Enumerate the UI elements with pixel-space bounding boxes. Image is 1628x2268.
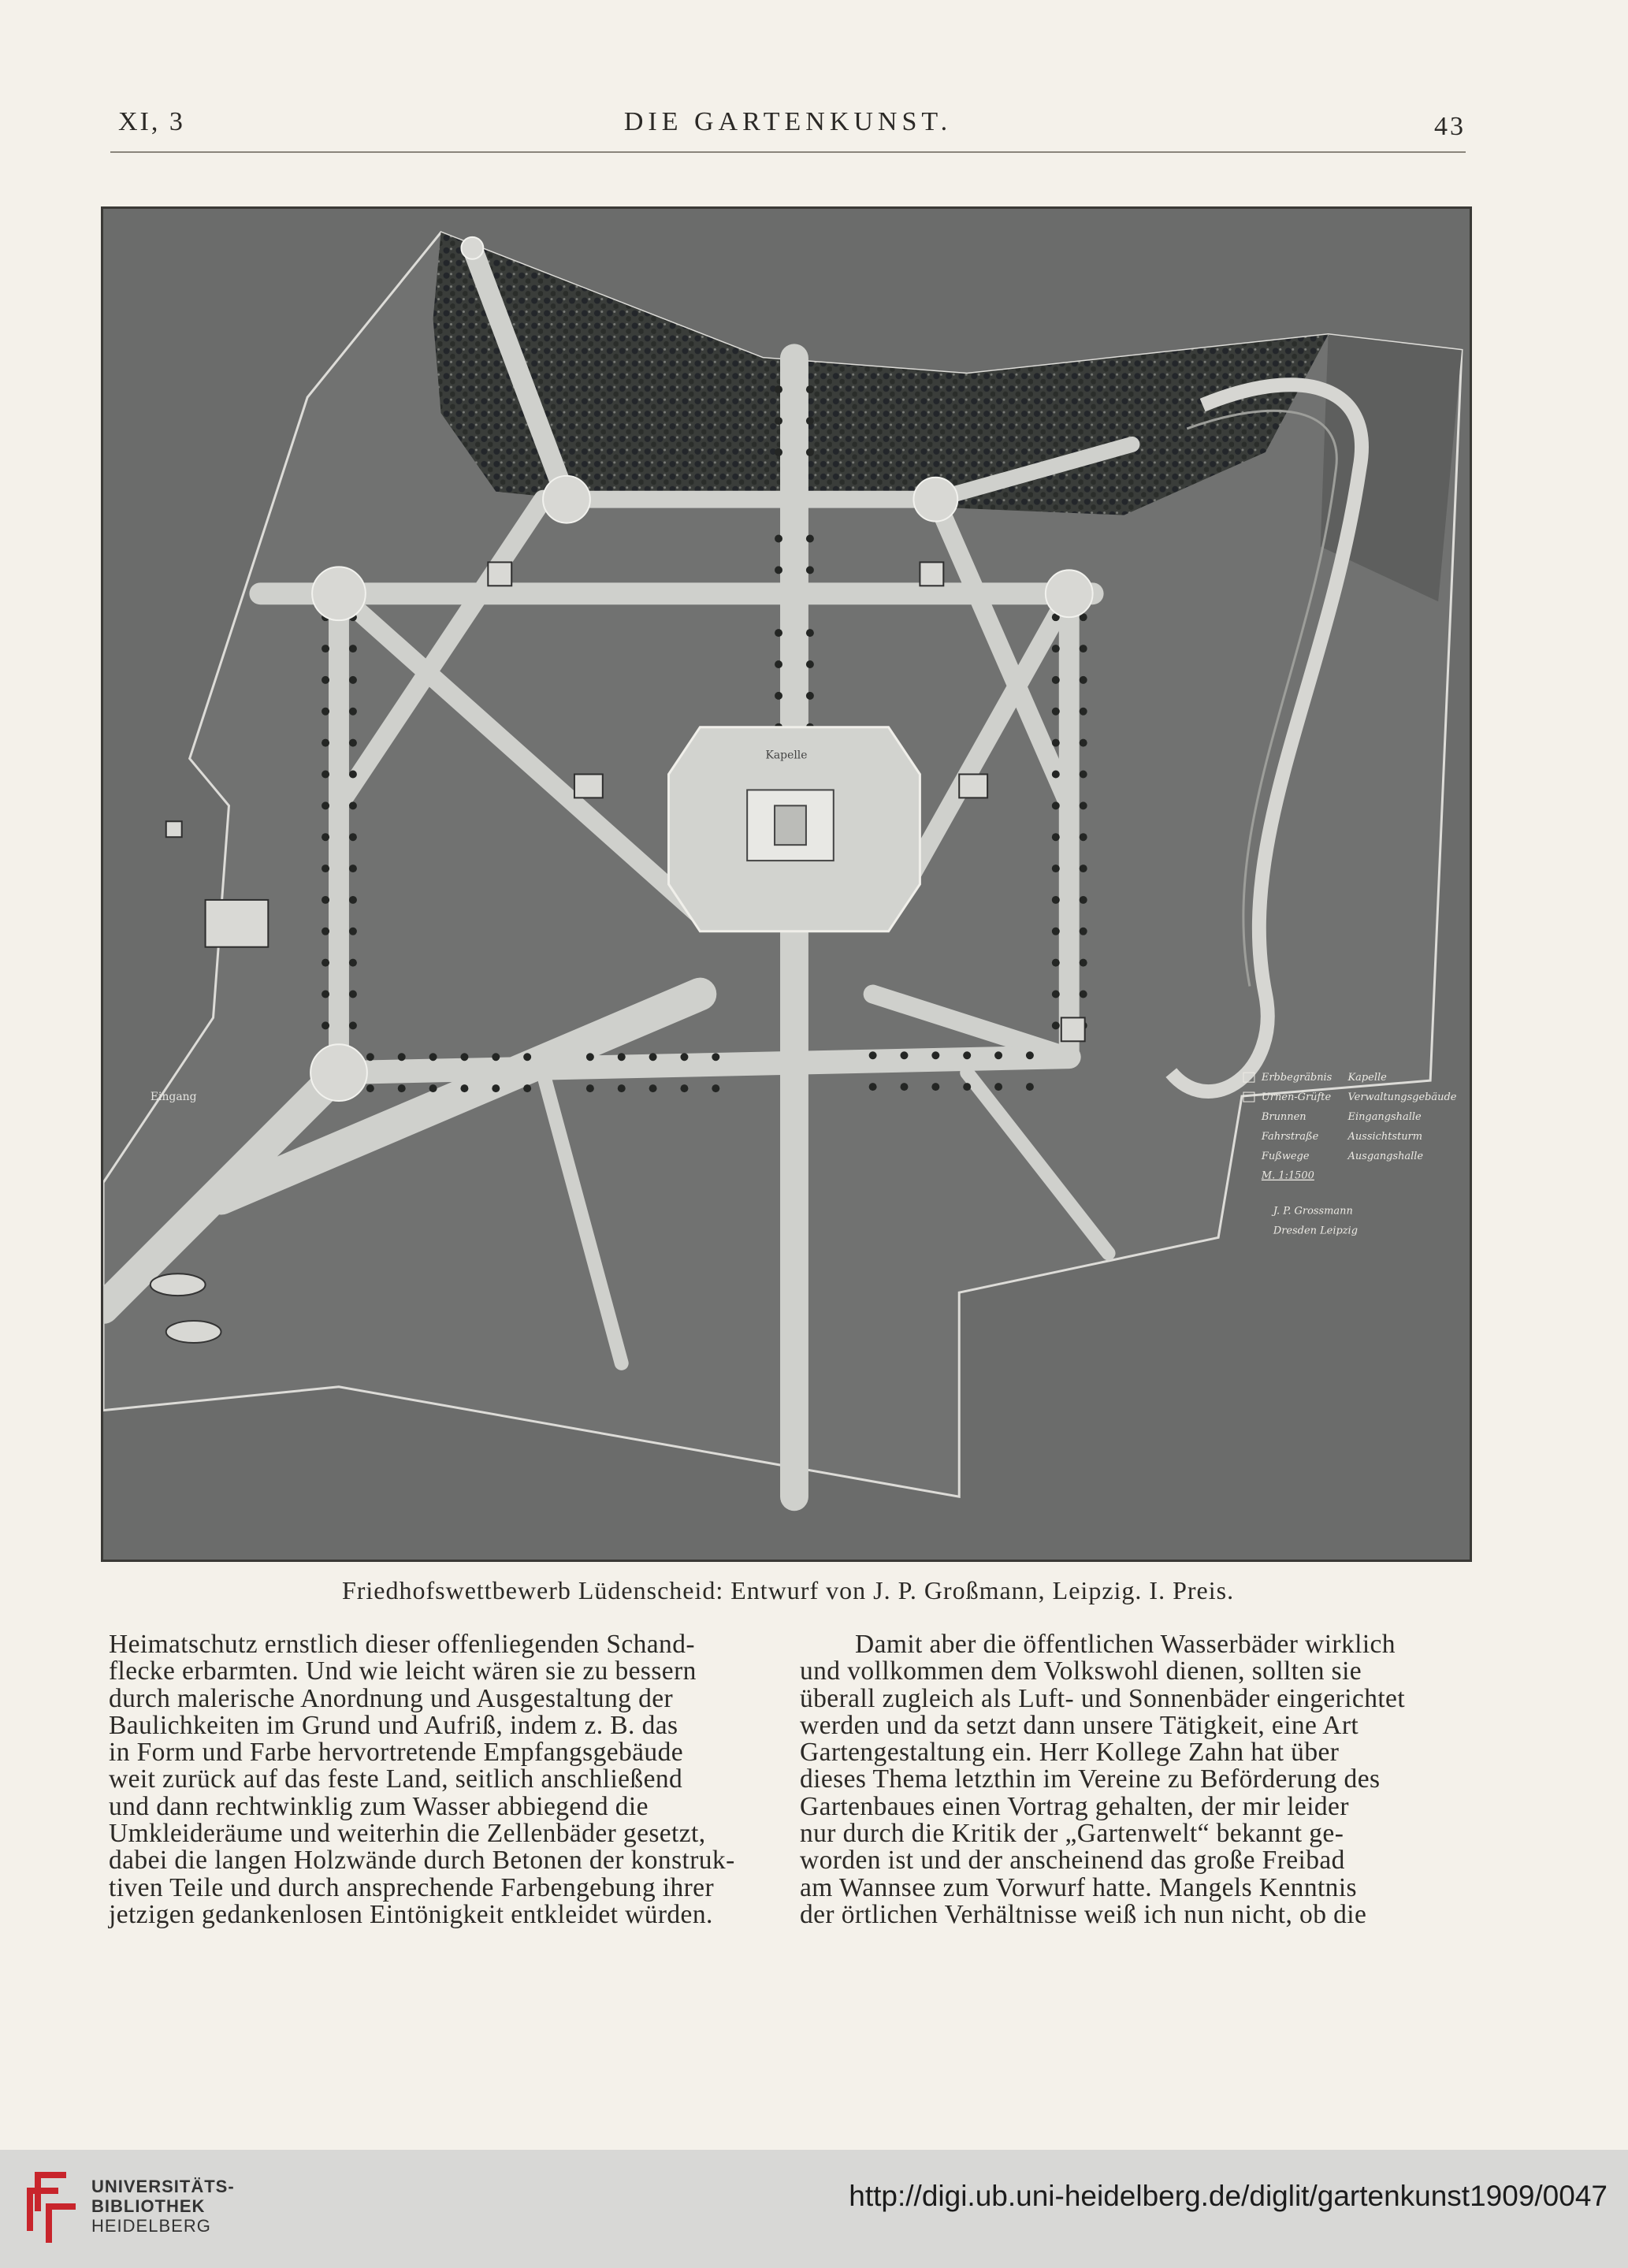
text-line: am Wannsee zum Vorwurf hatte. Mangels Kenntnis xyxy=(800,1872,1357,1902)
svg-text:Eingangshalle: Eingangshalle xyxy=(1347,1110,1422,1123)
volume-number: XI, 3 xyxy=(118,107,185,136)
text-line: nur durch die Kritik der „Gartenwelt“ bekannt ge- xyxy=(800,1819,1344,1849)
text-line: Damit aber die öffentlichen Wasserbäder wirklich xyxy=(855,1630,1396,1659)
svg-text:Urnen-Grüfte: Urnen-Grüfte xyxy=(1261,1091,1332,1104)
svg-text:Verwaltungsgebäude: Verwaltungsgebäude xyxy=(1347,1091,1457,1104)
svg-text:Fahrstraße: Fahrstraße xyxy=(1261,1130,1319,1143)
text-line: Umkleideräume und weiterhin die Zellenbäder gesetzt, xyxy=(109,1819,706,1849)
text-line: flecke erbarmten. Und wie leicht wären sie zu bessern xyxy=(109,1656,697,1686)
text-line: Gartenbaues einen Vortrag gehalten, der mir leider xyxy=(800,1791,1349,1821)
text-line: weit zurück auf das feste Land, seitlich anschließend xyxy=(109,1764,683,1794)
text-line: tiven Teile und durch ansprechende Farbengebung ihrer xyxy=(109,1872,714,1902)
svg-text:M. 1:1500: M. 1:1500 xyxy=(1261,1169,1314,1182)
svg-text:Ausgangshalle: Ausgangshalle xyxy=(1347,1150,1424,1162)
library-name: UNIVERSITÄTS- BIBLIOTHEK HEIDELBERG xyxy=(91,2177,235,2236)
page-number: 43 xyxy=(1434,112,1466,141)
text-line: jetzigen gedankenlosen Eintönigkeit entkleidet würden. xyxy=(109,1899,713,1929)
svg-text:Aussichtsturm: Aussichtsturm xyxy=(1347,1130,1423,1143)
library-logo-icon xyxy=(19,2164,82,2251)
digitization-footer xyxy=(0,2150,1628,2268)
cemetery-plan-illustration xyxy=(101,206,1472,1562)
text-line: und vollkommen dem Volkswohl dienen, sollten sie xyxy=(800,1656,1362,1686)
text-line: der örtlichen Verhältnisse weiß ich nun nicht, ob die xyxy=(800,1899,1367,1929)
text-column-left xyxy=(109,1631,755,1928)
text-line: Heimatschutz ernstlich dieser offenliegenden Schand- xyxy=(109,1630,695,1659)
text-line: dieses Thema letzthin im Vereine zu Beförderung des xyxy=(800,1764,1381,1794)
text-line: werden und da setzt dann unsere Tätigkeit, eine Art xyxy=(800,1710,1359,1740)
text-column-right xyxy=(800,1631,1460,1928)
header-rule xyxy=(110,151,1466,153)
figure-caption: Friedhofswettbewerb Lüdenscheid: Entwurf von J. P. Großmann, Leipzig. I. Preis. xyxy=(341,1576,1235,1604)
svg-text:Dresden Leipzig: Dresden Leipzig xyxy=(1273,1225,1358,1237)
svg-text:Brunnen: Brunnen xyxy=(1261,1110,1306,1123)
source-url-link[interactable]: http://digi.ub.uni-heidelberg.de/diglit/gartenkunst1909/0047 xyxy=(849,2180,1608,2212)
text-line: und dann rechtwinklig zum Wasser abbiegend die xyxy=(109,1791,649,1821)
svg-text:Erbbegräbnis: Erbbegräbnis xyxy=(1261,1072,1333,1084)
text-line: dabei die langen Holzwände durch Betonen der konstruk- xyxy=(109,1846,735,1876)
svg-text:J. P. Grossmann: J. P. Grossmann xyxy=(1273,1205,1353,1218)
entrance-label: Eingang xyxy=(150,1091,197,1104)
running-head xyxy=(110,101,1466,148)
text-line: durch malerische Anordnung und Ausgestaltung der xyxy=(109,1683,674,1713)
text-line: Gartengestaltung ein. Herr Kollege Zahn hat über xyxy=(800,1738,1340,1768)
text-line: worden ist und der anscheinend das große Freibad xyxy=(800,1846,1345,1876)
text-line: überall zugleich als Luft- und Sonnenbäder eingerichtet xyxy=(800,1683,1406,1713)
text-line: in Form und Farbe hervortretende Empfangsgebäude xyxy=(109,1738,683,1768)
text-line: Baulichkeiten im Grund und Aufriß, indem z. B. das xyxy=(109,1710,678,1740)
svg-text:Fußwege: Fußwege xyxy=(1261,1150,1310,1162)
svg-text:Kapelle: Kapelle xyxy=(1347,1072,1387,1084)
plan-drawing xyxy=(103,209,1470,1560)
chapel-label: Kapelle xyxy=(765,749,808,762)
journal-title: DIE GARTENKUNST. xyxy=(623,107,953,136)
